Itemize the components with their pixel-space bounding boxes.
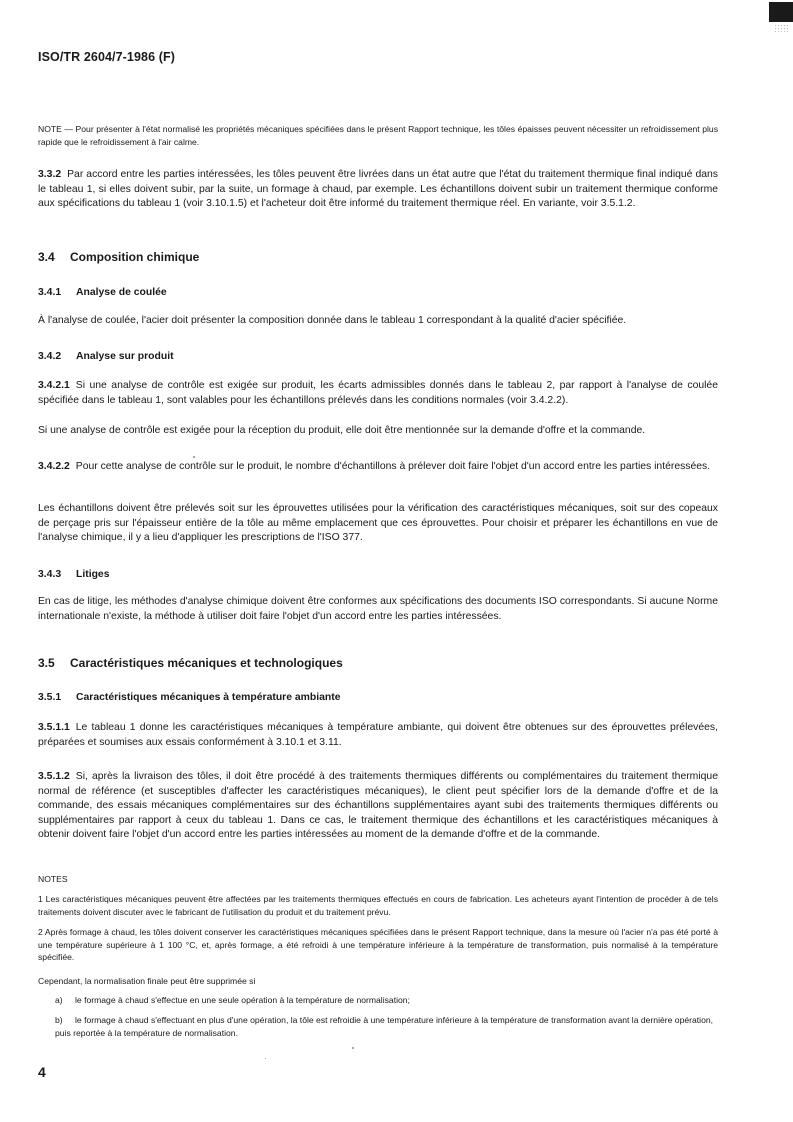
section-text: Si, après la livraison des tôles, il doit être procédé à des traitements thermiques différents ou complémentaires du traitement thermique normal de référence (et susceptibles d'affecter les caractéristiques mécaniques), le client peut spécifier lors de la demande d'offre et de la commande, des essais mécaniques complémentaires sur des échantillons supplémentaires ayant subi des traitements thermiques différents ou supplémentaires par rapport à ceux du tableau 1. Dans ce cas, le traitement thermique des échantillons et les caractéristiques mécaniques à obtenir doivent faire l'objet d'un accord entre les parties intéressées au moment de la demande d'offre et de la commande. xyxy=(38,771,718,840)
scan-corner-mark xyxy=(769,2,793,22)
section-3-4-2-2 xyxy=(38,460,718,475)
list-text: le formage à chaud s'effectuant en plus d'une opération, la tôle est refroidie à une température inférieure à la température de transformation avant la dernière opération, puis reportée à la température de normalisation. xyxy=(55,1015,714,1038)
heading-number: 3.4.3 xyxy=(38,569,62,580)
heading-3-4 xyxy=(38,250,199,264)
section-3-5-1-2 xyxy=(38,770,718,843)
notes-intro: Cependant, la normalisation finale peut être supprimée si xyxy=(38,976,256,986)
section-text: Pour cette analyse de contrôle sur le produit, le nombre d'échantillons à prélever doit faire l'objet d'un accord entre les parties intéressées. xyxy=(75,461,711,472)
paragraph-3-4-1: À l'analyse de coulée, l'acier doit présenter la composition donnée dans le tableau 1 correspondant à la qualité d'acier spécifiée. xyxy=(38,315,627,326)
list-label: a) xyxy=(55,995,63,1005)
section-number: 3.5.1.2 xyxy=(38,771,70,782)
heading-number: 3.5 xyxy=(38,656,55,670)
list-label: b) xyxy=(55,1015,63,1025)
section-number: 3.4.2.2 xyxy=(38,461,70,472)
heading-title: Analyse de coulée xyxy=(76,287,167,298)
list-text: le formage à chaud s'effectue en une seule opération à la température de normalisation; xyxy=(75,995,410,1005)
paragraph-3-4-2-1b: Si une analyse de contrôle est exigée pour la réception du produit, elle doit être mentionnée sur la demande d'offre et la commande. xyxy=(38,425,646,436)
heading-title: Composition chimique xyxy=(70,250,200,264)
paragraph-3-4-3: En cas de litige, les méthodes d'analyse chimique doivent être conformes aux spécifications des documents ISO correspondants. Si aucune Norme internationale n'existe, la méthode à utiliser doit faire l'objet d'un accord entre les parties intéressées. xyxy=(38,596,718,622)
list-item-b xyxy=(55,1014,718,1039)
list-item-a xyxy=(55,994,718,1007)
heading-title: Litiges xyxy=(76,569,110,580)
scan-speck xyxy=(352,1047,354,1049)
heading-3-4-3 xyxy=(38,569,110,580)
note-2: 2 Après formage à chaud, les tôles doivent conserver les caractéristiques mécaniques spécifiées dans le présent Rapport technique, dans la mesure où l'acier n'a pas été porté à une température supérieure à 1 100 °C, et, après formage, a été refroidi à une température inférieure à la température de transformation, puis normalisé à la température spécifiée. xyxy=(38,927,718,962)
section-3-4-2-1 xyxy=(38,379,718,408)
note-1: 1 Les caractéristiques mécaniques peuvent être affectées par les traitements thermiques effectués en cours de fabrication. Les acheteurs ayant l'intention de procéder à de tels traitements doivent discuter avec le fabricant de l'utilisation du produit et du traitement prévu. xyxy=(38,894,718,917)
scan-speck xyxy=(265,1058,266,1059)
paragraph-3-4-2-2b: Les échantillons doivent être prélevés soit sur les éprouvettes utilisées pour la vérification des caractéristiques mécaniques, soit sur des copeaux de perçage pris sur l'épaisseur entière de la tôle au même emplacement que ces éprouvettes. Pour choisir et préparer les échantillons en vue de l'analyse chimique, il y a lieu d'appliquer les prescriptions de l'ISO 377. xyxy=(38,503,718,543)
heading-number: 3.5.1 xyxy=(38,692,62,703)
page-number: 4 xyxy=(38,1064,46,1080)
section-text: Si une analyse de contrôle est exigée sur produit, les écarts admissibles donnés dans le tableau 2, par rapport à l'analyse de coulée spécifiée dans le tableau 1, sont valables pour les échantillons prélevés dans les conditions normales (voir 3.4.2.2). xyxy=(38,380,718,406)
section-number: 3.4.2.1 xyxy=(38,380,70,391)
section-number: 3.5.1.1 xyxy=(38,722,70,733)
heading-3-4-1 xyxy=(38,287,167,298)
notes-heading: NOTES xyxy=(38,874,68,884)
heading-title: Caractéristiques mécaniques et technologiques xyxy=(70,656,343,670)
section-text: Par accord entre les parties intéressées, les tôles peuvent être livrées dans un état autre que l'état du traitement thermique final indiqué dans le tableau 1, si elles doivent subir, par la suite, un formage à chaud, par exemple. Les échantillons doivent subir un traitement thermique conforme aux spécifications du tableau 1 (voir 3.10.1.5) et l'acheteur doit être informé du traitement thermique réel. En variante, voir 3.5.1.2. xyxy=(38,169,718,209)
heading-title: Caractéristiques mécaniques à température ambiante xyxy=(76,692,341,703)
heading-title: Analyse sur produit xyxy=(76,351,174,362)
heading-number: 3.4.1 xyxy=(38,287,62,298)
heading-3-5 xyxy=(38,656,343,670)
scan-speck xyxy=(193,456,195,458)
section-3-5-1-1 xyxy=(38,721,718,750)
heading-number: 3.4 xyxy=(38,250,55,264)
heading-number: 3.4.2 xyxy=(38,351,62,362)
section-number: 3.3.2 xyxy=(38,169,62,180)
document-id: ISO/TR 2604/7-1986 (F) xyxy=(38,50,175,64)
heading-3-4-2 xyxy=(38,351,174,362)
section-text: Le tableau 1 donne les caractéristiques mécaniques à température ambiante, qui doivent être obtenues sur des éprouvettes prélevées, préparées et soumises aux essais conformément à 3.10.1 et 3.11. xyxy=(38,722,718,748)
section-3-3-2 xyxy=(38,168,718,212)
heading-3-5-1 xyxy=(38,692,341,703)
note-top: NOTE — Pour présenter à l'état normalisé les propriétés mécaniques spécifiées dans le présent Rapport technique, les tôles épaisses peuvent nécessiter un refroidissement plus rapide que le refroidissement à l'air calme. xyxy=(38,124,718,147)
scan-noise xyxy=(774,24,788,32)
